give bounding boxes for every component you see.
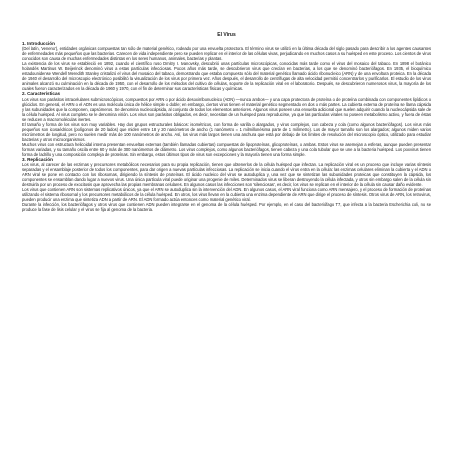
section-heading: 3. Replicación: [22, 156, 53, 162]
section-heading: 2. Características: [22, 91, 61, 97]
paragraph: La existencia de los virus se estableció en 1892, cuando el científico ruso Dmitry I. Ivanovsky, descubrió unas partículas microscópicas, conocidas más tarde como el virus del mosaico del tabaco. En 1898 el botánico holandés Martinus W. Beijerinck denominó virus a estas partículas infecciosas. Pocos años más tarde, se descubrieron virus que crecían en bacterias, a los que se denominó bacteriófagos. En 1935, el bioquímico estadounidense Wendell Meredith Stanley cristalizó el virus del mosaico del tabaco, demostrando que estaba compuesto sólo del material genético llamado ácido ribonucleico (ARN) y de una envoltura proteica. En la década de 1940 el desarrollo del microscopio electrónico posibilitó la visualización de los virus por primera vez. Años después, el desarrollo de centrífugas de alta velocidad permitió concentrarlos y purificarlos. El estudio de los virus animales alcanzó su culminación en la década de 1950, con el desarrollo de los métodos del cultivo de células, soporte de la replicación viral en el laboratorio. Después, se descubrieron numerosos virus, la mayoría de los cuales fueron caracterizados en la década de 1960 y 1970, con el fin de determinar sus características físicas y químicas.: [22, 61, 431, 92]
paragraph: (Del latín, 'veneno'), entidades orgánicas compuestas tan sólo de material genético, rodeado por una envuelta protectora. El término virus se utilizó en la última década del siglo pasado para describir a los agentes causantes de enfermedades más pequeños que las bacterias. Carecen de vida independiente pero se pueden replicar en el interior de las células vivas, perjudicando en muchos casos a su huésped en este proceso. Los cientos de virus conocidos son causa de muchas enfermedades distintas en los seres humanos, animales, bacterias y plantas.: [22, 46, 431, 62]
paragraph: Los virus que contienen ARN son sistemas replicativos únicos, ya que el ARN se autoduplica sin la intervención del ADN. En algunos casos, el ARN viral funciona como ARN mensajero, y el proceso de formación de proteínas utilizando el sistema ribosomal y los precursores metabólicos de la célula huésped. En otros, los virus llevan en la cubierta una enzima dependiente de ARN que dirige el proceso de síntesis. Otros virus de ARN, los retrovirus, pueden producir una enzima que sintetiza ADN a partir de ARN. El ADN formado actúa entonces como material genético viral.: [22, 187, 431, 203]
paragraph: Muchos virus con estructura helicoidal interna presentan envueltas externas (también llamadas cubiertas) compuestas de lipoproteínas, glicoproteínas, o ambas. Estos virus se asemejan a esferas, aunque pueden presentar formas variadas, y su tamaño oscila entre 60 y más de 300 nanómetros de diámetro. Los virus complejos, como algunos bacteriófagos, tienen cabeza y una cola tubular que se une a la bacteria huésped. Los poxvirus tienen forma de ladrillo y una composición compleja de proteínas. Sin embargo, estos últimos tipos de virus son excepciones y la mayoría tienen una forma simple.: [22, 141, 431, 157]
section-introduction: [22, 41, 431, 91]
paragraph: El tamaño y forma de los virus son muy variables. Hay dos grupos estructurales básicos: isométricos, con forma de varilla o alargados, y virus complejos, con cabeza y cola (como algunos bacteriófagos). Los virus más pequeños son icosaédricos (polígonos de 20 lados) que miden entre 18 y 20 nanómetros de ancho (1 nanómetro = 1 milmillonésima parte de 1 milímetro). Los de mayor tamaño son los alargados; algunos miden varios micrómetros de longitud, pero no suelen medir más de 100 nanómetros de ancho. Así, los virus más largos tienen una anchura que está por debajo de los límites de resolución del microscopio óptico, utilizado para estudiar bacterias y otros microorganismos.: [22, 121, 431, 142]
paragraph: Los virus son parásitos intracelulares submicroscópicos, compuestos por ARN o por ácido desoxirribonucleico (ADN) —nunca ambos— y una capa protectora de proteína o de proteína combinada con componentes lipídicos o glúcidos. En general, el ARN o el ADN es una molécula única de hélice simple o doble; en embargo, ciertos virus tienen el material genético segmentado en dos o más partes. La cubierta externa de proteína se llama cápsida y las subunidades que la componen, capsómeros. Se denomina nucleocápsida, al conjunto de todos los elementos anteriores. Algunos virus poseen una envuelta adicional que suelen adquirir cuando la nucleocápsida sale de la célula huésped. Al virus completo se le denomina virión. Los virus son parásitos obligados, es decir, necesitan de un huésped para reproducirse, ya que las partículas virales no poseen metabolismo activo, y fuera de éstas se reducen a macromoléculas inertes.: [22, 96, 431, 122]
paragraph: Los virus, al carecer de las enzimas y precursores metabólicos necesarios para su propia replicación, tienen que obtenerlos de la célula huésped que infectan. La replicación viral es un proceso que incluye varias síntesis separadas y el ensamblaje posterior de todos los componentes, para dar origen a nuevas partículas infecciosas. La replicación se inicia cuando el virus entra en la célula: las enzimas celulares eliminan la cubierta y el ADN o ARN viral se pone en contacto con los ribosomas, dirigiendo la síntesis de proteínas. El ácido nucleico del virus se autoduplica y, una vez que se sintetizan las subunidades proteicas que constituyen la cápsida, los componentes se ensamblan dando lugar a nuevos virus. Una única partícula viral puede originar una progenie de miles. Determinados virus se liberan destruyendo la célula infectada, y otros sin embargo salen de la célula sin destruirla por un proceso de exocitosis que aprovecha las propias membranas celulares. En algunos casos las infecciones son 'silenciosas', es decir, los virus se replican en el interior de la célula sin causar daño evidente.: [22, 162, 431, 188]
paragraph: Durante la infección, los bacteriófagos y otros virus que contienen ADN pueden integrarse en el genoma de la célula huésped. Por ejemplo, en el caso del bacteriófago T7, que infecta a la bacteria Escherichia coli, no se produce la fase de lisis celular y el virus se fija al genoma de la bacteria.: [22, 202, 431, 213]
document-title: El Virus: [217, 32, 236, 38]
section-heading: 1. Introducción: [22, 41, 55, 46]
section-replication: [22, 157, 431, 212]
section-characteristics: [22, 91, 431, 156]
